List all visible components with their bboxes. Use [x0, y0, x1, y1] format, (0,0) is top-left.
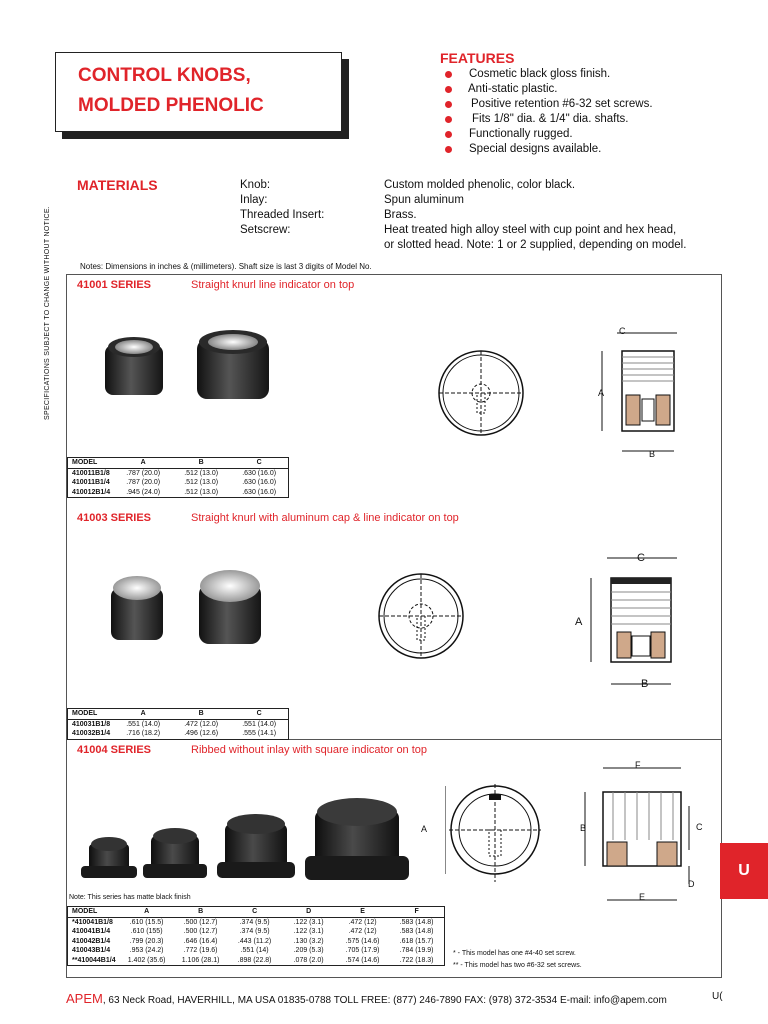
material-label: Knob:: [240, 179, 271, 191]
title-line-1: CONTROL KNOBS,: [78, 65, 251, 86]
bullet-icon: [445, 86, 452, 93]
finish-note: Note: This series has matte black finish: [69, 894, 191, 901]
col-header: B: [198, 710, 204, 717]
col-header: D: [306, 908, 312, 915]
series-panel-41003: [66, 508, 722, 740]
top-view-drawing: [445, 778, 545, 888]
table-row: 410043B1/4 .953 (24.2) .772 (19.6) .551 (14) .209 (5.3) .705 (17.9) .784 (19.9): [72, 947, 434, 954]
title-line-2: MOLDED PHENOLIC: [78, 95, 264, 116]
top-view-drawing: [435, 347, 527, 439]
col-header: F: [414, 908, 419, 915]
footnote: ** - This model has two #6-32 set screws.: [453, 962, 582, 969]
top-view-drawing: [375, 570, 467, 662]
col-header: E: [360, 908, 365, 915]
material-value: Brass.: [384, 209, 417, 221]
table-row: 410011B1/8 .787 (20.0) .512 (13.0) .630 (16.0): [72, 469, 277, 477]
dim-label: F: [635, 760, 641, 770]
series-panel-41004: [66, 740, 722, 978]
knob-photo: [81, 778, 411, 888]
table-row: 410031B1/8 .551 (14.0) .472 (12.0) .551 (14.0): [72, 720, 277, 728]
col-header: C: [256, 710, 262, 717]
material-value: Custom molded phenolic, color black.: [384, 179, 576, 191]
page-number: U(: [712, 991, 723, 1002]
series-description: Ribbed without inlay with square indicator on top: [191, 744, 428, 756]
footnote: * - This model has one #4-40 set screw.: [453, 950, 576, 957]
knob-photo: [107, 568, 297, 648]
section-tab-u[interactable]: U: [720, 843, 768, 899]
series-name: 41004 SERIES: [77, 744, 151, 756]
footer-address: , 63 Neck Road, HAVERHILL, MA USA 01835-0788 TOLL FREE: (877) 246-7890 FAX: (978) 372-3534 E-mail: info@apem.com: [102, 995, 667, 1006]
spec-table-41003: [67, 708, 289, 740]
series-description: Straight knurl with aluminum cap & line indicator on top: [191, 512, 459, 524]
col-header: B: [198, 459, 204, 466]
col-header: A: [140, 459, 146, 466]
spec-table-41001: [67, 457, 289, 498]
material-value: Heat treated high alloy steel with cup point and hex head,: [384, 224, 677, 236]
dimension-notes: Notes: Dimensions in inches & (millimeters). Shaft size is last 3 digits of Model No.: [80, 262, 372, 271]
dim-label: A: [575, 616, 583, 628]
bullet-icon: [445, 101, 452, 108]
col-header: A: [144, 908, 150, 915]
knob-photo: [97, 325, 297, 405]
table-row: **410044B1/4 1.402 (35.6) 1.106 (28.1) .898 (22.8) .078 (2.0) .574 (14.6) .722 (18.3): [72, 956, 434, 964]
dim-label: C: [619, 326, 626, 336]
dim-label: B: [649, 449, 656, 459]
series-panel-41001: [66, 274, 722, 509]
side-note: SPECIFICATIONS SUBJECT TO CHANGE WITHOUT NOTICE.: [44, 205, 51, 420]
col-header: MODEL: [72, 710, 98, 717]
footer: [66, 991, 667, 1006]
material-value: Spun aluminum: [384, 194, 464, 206]
series-name: 41001 SERIES: [77, 279, 151, 291]
series-description: Straight knurl line indicator on top: [191, 279, 355, 291]
material-value: or slotted head. Note: 1 or 2 supplied, depending on model.: [384, 239, 687, 251]
bullet-icon: [445, 71, 452, 78]
table-row: 410041B1/4 .610 (155) .500 (12.7) .374 (9.5) .122 (3.1) .472 (12) .583 (14.8): [72, 928, 434, 935]
dim-label: E: [639, 892, 646, 902]
col-header: MODEL: [72, 908, 98, 915]
table-row: *410041B1/8 .610 (15.5) .500 (12.7) .374 (9.5) .122 (3.1) .472 (12) .583 (14.8): [72, 918, 434, 926]
col-header: C: [252, 908, 258, 915]
dim-label: D: [688, 879, 695, 889]
dim-label: B: [580, 823, 587, 833]
bullet-icon: [445, 146, 452, 153]
brand-name: APEM: [66, 991, 103, 1006]
dim-label: B: [641, 678, 649, 690]
table-row: 410012B1/4 .945 (24.0) .512 (13.0) .630 (16.0): [72, 488, 277, 496]
material-label: Inlay:: [240, 194, 268, 206]
spec-table-41004: [67, 906, 445, 966]
col-header: MODEL: [72, 459, 98, 466]
dim-label: C: [637, 552, 645, 564]
table-row: 410011B1/4 .787 (20.0) .512 (13.0) .630 (16.0): [72, 479, 277, 486]
dim-label: A: [598, 388, 605, 398]
side-view-drawing: [577, 548, 707, 698]
bullet-icon: [445, 116, 452, 123]
material-label: Setscrew:: [240, 224, 291, 236]
features-heading: FEATURES: [440, 50, 515, 66]
dim-label: C: [696, 822, 703, 832]
material-label: Threaded Insert:: [240, 209, 325, 221]
bullet-icon: [445, 131, 452, 138]
table-row: 410042B1/4 .799 (20.3) .646 (16.4) .443 (11.2) .130 (3.2) .575 (14.6) .618 (15.7): [72, 937, 434, 945]
col-header: C: [256, 459, 262, 466]
side-view-drawing: [592, 325, 712, 465]
series-name: 41003 SERIES: [77, 512, 151, 524]
materials-heading: MATERIALS: [77, 177, 158, 193]
table-row: 410032B1/4 .716 (18.2) .496 (12.6) .555 (14.1): [72, 730, 277, 737]
col-header: B: [198, 908, 204, 915]
title-box: [55, 52, 342, 132]
dim-label: A: [421, 824, 428, 834]
col-header: A: [140, 710, 146, 717]
side-view-drawing: [577, 762, 707, 912]
